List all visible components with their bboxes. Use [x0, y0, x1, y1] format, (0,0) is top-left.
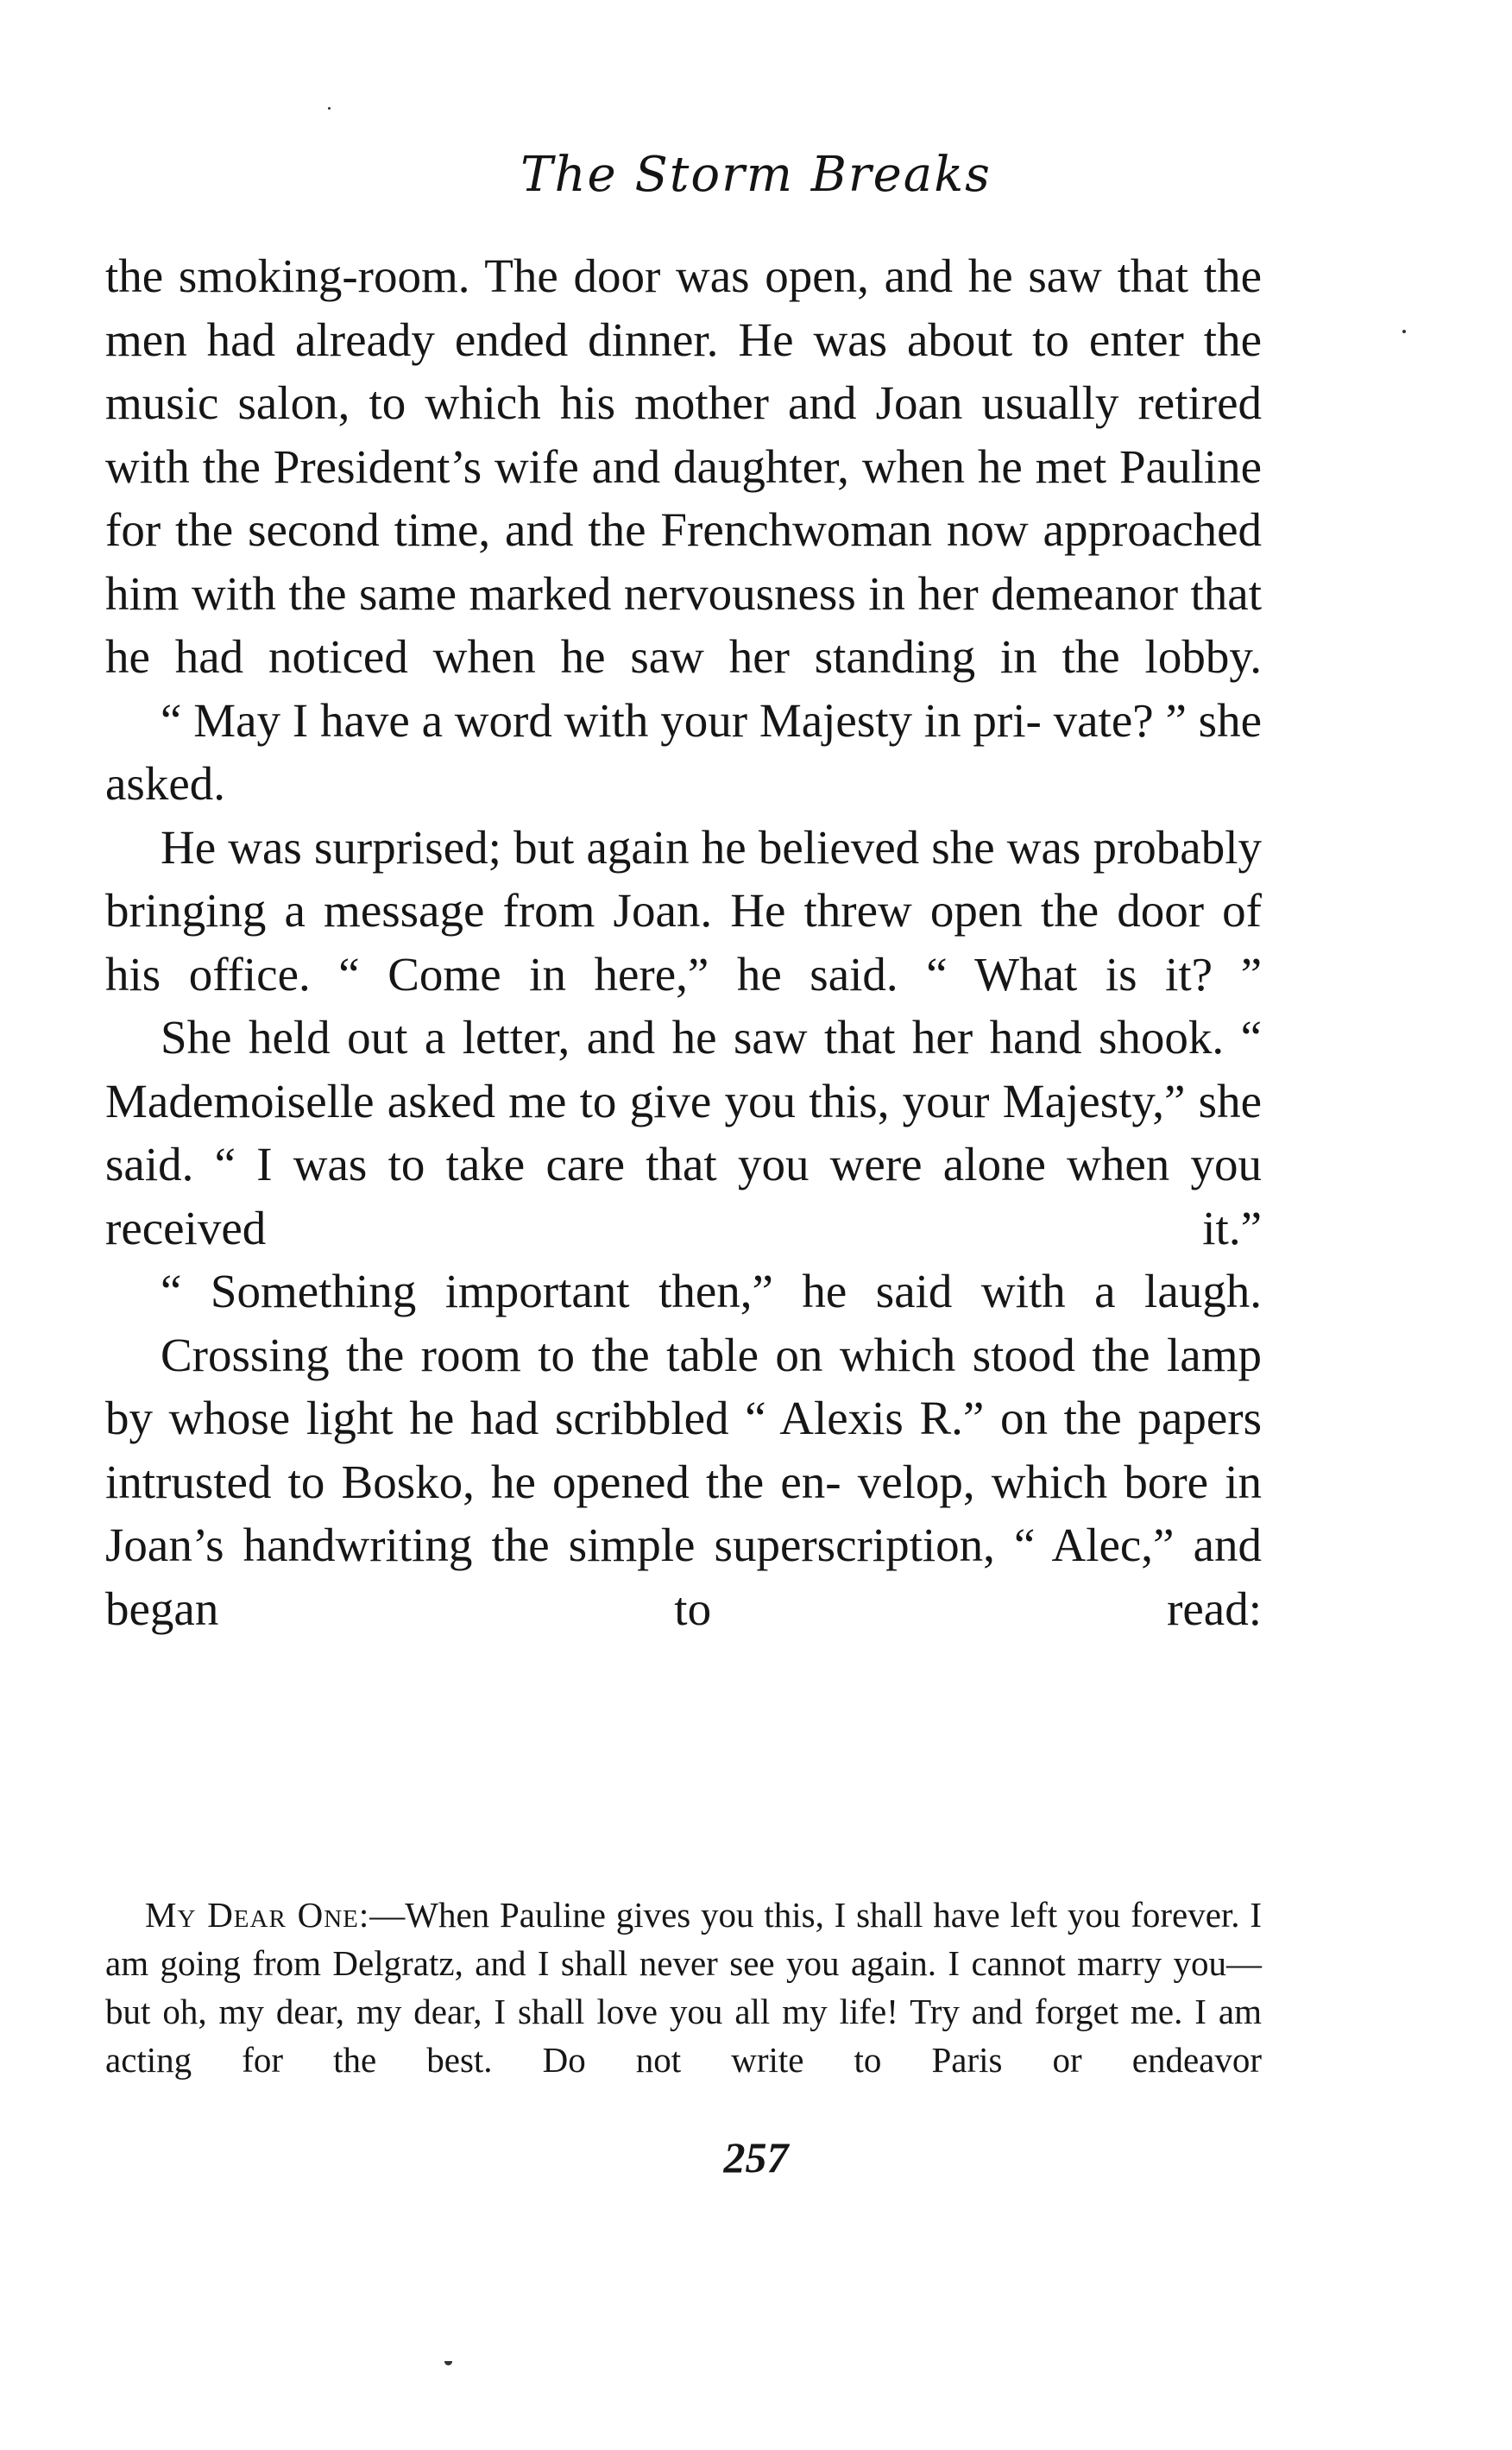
scan-speck: [444, 2361, 452, 2365]
running-head: The Storm Breaks: [520, 147, 992, 203]
paragraph: He was surprised; but again he believed she was probably bringing a message from Joan. He threw open the door of his office. “ Come in here,” he said. “ What is it? ”: [105, 820, 1262, 1001]
scan-speck: [328, 107, 331, 110]
page-number: 257: [723, 2133, 789, 2182]
body-text: [105, 244, 1262, 1640]
paragraph: Crossing the room to the table on which stood the lamp by whose light he had scribbled “ Alexis R.” on the papers intrusted to Bosko, he opened the en- velop, which bore in Joan’s handwriting the simple superscription, “ Alec,” and began to read:: [105, 1328, 1262, 1635]
letter-paragraph: [105, 1891, 1262, 2084]
scan-speck: [1402, 330, 1406, 333]
paragraph: “ May I have a word with your Majesty in pri- vate? ” she asked.: [105, 693, 1262, 810]
letter-salutation: My Dear One:: [145, 1895, 370, 1935]
paragraph: She held out a letter, and he saw that her hand shook. “ Mademoiselle asked me to give you this, your Majesty,” she said. “ I was to take care that you were alone when you received it.”: [105, 1011, 1262, 1254]
letter-excerpt: [105, 1891, 1262, 2084]
letter-body: —When Pauline gives you this, I shall have left you forever. I am going from Delgratz, and I shall never see you again. I cannot marry you—but oh, my dear, my dear, I shall love you all my life! Try and forget me. I am acting for the best. Do not write to Paris or endeavor: [105, 1895, 1262, 2080]
paragraph-continuation: the smoking-room. The door was open, and he saw that the men had already ended dinner. He was about to enter the music salon, to which his mother and Joan usually retired with the President’s wife and daughter, when he met Pauline for the second time, and the Frenchwoman now approached him with the same marked nervousness in her demeanor that he had noticed when he saw her standing in the lobby.: [105, 249, 1262, 683]
paragraph: “ Something important then,” he said with a laugh.: [161, 1265, 1262, 1317]
